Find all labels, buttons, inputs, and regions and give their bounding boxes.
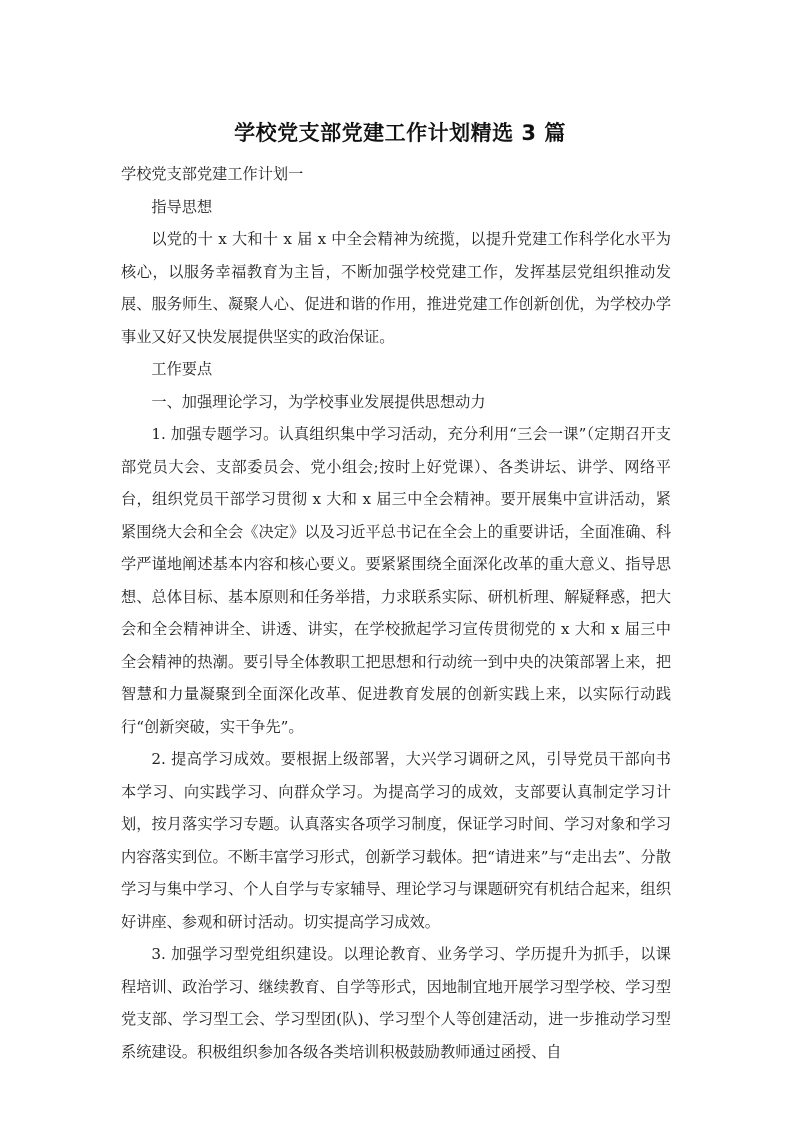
heading-work-points: 工作要点 xyxy=(151,360,213,378)
heading-guiding-thought: 指导思想 xyxy=(151,197,213,216)
document-title: 学校党支部党建工作计划精选 3 篇 xyxy=(234,121,566,145)
paragraph-guiding-thought: 以党的十 x 大和十 x 届 x 中全会精神为统揽，以提升党建工作科学化水平为核心，以服务幸福教育为主旨，不断加强学校党建工作，发挥基层党组织推动发展、服务师生、凝聚人心、促进和谐的作用，推进党建工作创新创优，为学校办学事业又好又快发展提供坚实的政治保证。 xyxy=(121,230,671,346)
paragraph-item-2: 2. 提高学习成效。要根据上级部署，大兴学习调研之风，引导党员干部向书本学习、向实践学习、向群众学习。为提高学习的成效，支部要认真制定学习计划，按月落实学习专题。认真落实各项学习制度，保证学习时间、学习对象和学习内容落实到位。不断丰富学习形式，创新学习载体。把“请进来”与“走出去”、分散学习与集中学习、个人自学与专家辅导、理论学习与课题研究有机结合起来，组织好讲座、参观和研讨活动。切实提高学习成效。 xyxy=(121,750,671,931)
section-heading-one: 一、加强理论学习，为学校事业发展提供思想动力 xyxy=(151,392,486,411)
paragraph-item-1: 1. 加强专题学习。认真组织集中学习活动，充分利用“三会一课”（定期召开支部党员大会、支部委员会、党小组会;按时上好党课）、各类讲坛、讲学、网络平台，组织党员干部学习贯彻 x 大和 x 届三中全会精神。要开展集中宣讲活动，紧紧围绕大会和全会《决定》以及习近平总书记在全会上的重要讲话，全面准确、科学严谨地阐述基本内容和核心要义。要紧紧围绕全面深化改革的重大意义、指导思想、总体目标、基本原则和任务举措，力求联系实际、研机析理、解疑释惑，把大会和全会精神讲全、讲透、讲实，在学校掀起学习宣传贯彻党的 x 大和 x 届三中全会精神的热潮。要引导全体教职工把思想和行动统一到中央的决策部署上来，把智慧和力量凝聚到全面深化改革、促进教育发展的创新实践上来，以实际行动践行“创新突破，实干争先”。 xyxy=(121,425,671,736)
document-subtitle: 学校党支部党建工作计划一 xyxy=(121,165,304,183)
document-body xyxy=(121,158,671,1068)
paragraph-item-3: 3. 加强学习型党组织建设。以理论教育、业务学习、学历提升为抓手，以课程培训、政治学习、继续教育、自学等形式，因地制宜地开展学习型学校、学习型党支部、学习型工会、学习型团(队)、学习型个人等创建活动，进一步推动学习型系统建设。积极组织参加各级各类培训积极鼓励教师通过函授、自 xyxy=(121,945,671,1061)
